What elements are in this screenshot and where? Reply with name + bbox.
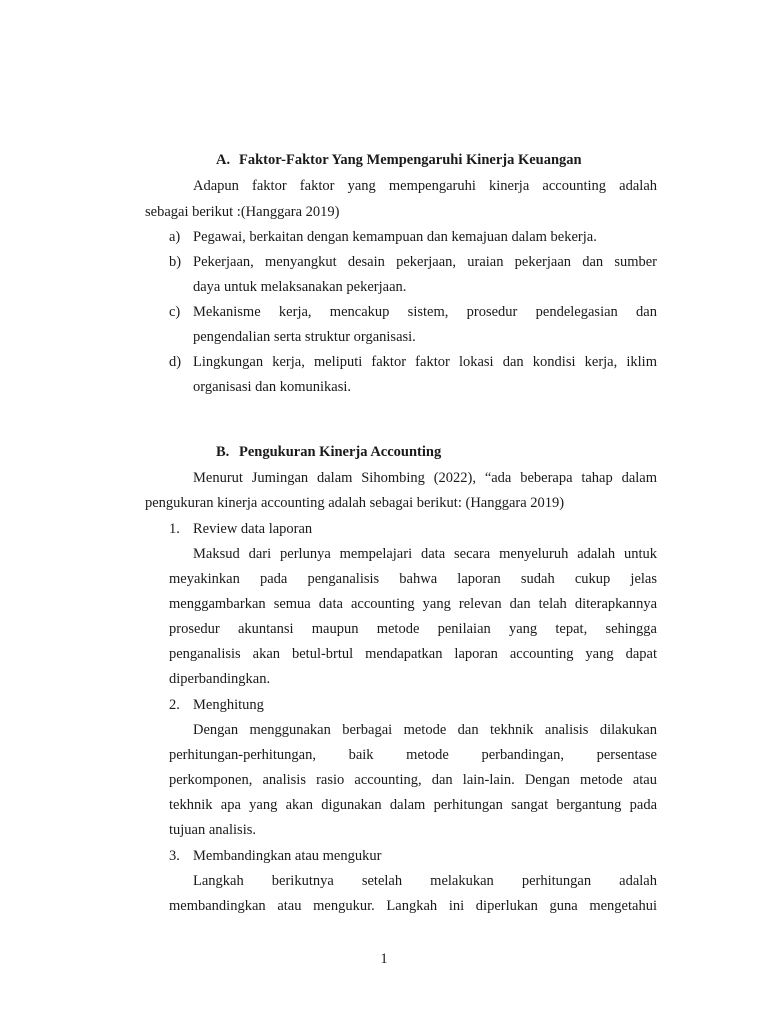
list-item-marker: a) [169,229,181,245]
step-marker: 2. [169,697,180,713]
step-paragraph-line: meyakinkan pada penganalisis bahwa laporan sudah cukup jelas [169,571,657,587]
step-marker: 1. [169,521,180,537]
list-item: Pegawai, berkaitan dengan kemampuan dan kemajuan dalam bekerja. [193,229,597,245]
step-paragraph-line: perkomponen, analisis rasio accounting, dan lain-lain. Dengan metode atau [169,772,657,788]
step-paragraph-line: diperbandingkan. [169,671,271,687]
page-number: 1 [380,951,388,967]
step-paragraph-line: Dengan menggunakan berbagai metode dan tekhnik analisis dilakukan [193,722,657,738]
step-title: Review data laporan [193,521,313,537]
list-item-marker: d) [169,354,182,370]
list-item-marker: c) [169,304,181,320]
list-item: Pekerjaan, menyangkut desain pekerjaan, uraian pekerjaan dan sumber [193,254,657,270]
section-b-intro-line-2: pengukuran kinerja accounting adalah sebagai berikut: (Hanggara 2019) [145,495,565,511]
step-paragraph-line: tujuan analisis. [169,822,256,838]
list-item-continuation: daya untuk melaksanakan pekerjaan. [193,279,407,295]
step-paragraph-line: menggambarkan semua data accounting yang relevan dan telah diterapkannya [169,596,657,612]
list-item-continuation: pengendalian serta struktur organisasi. [193,329,416,345]
section-b-title: Pengukuran Kinerja Accounting [239,444,442,460]
step-paragraph-line: perhitungan-perhitungan, baik metode perbandingan, persentase [169,747,657,763]
section-b-intro-line-1: Menurut Jumingan dalam Sihombing (2022), “ada beberapa tahap dalam [193,470,657,486]
section-a-intro-line-1: Adapun faktor faktor yang mempengaruhi kinerja accounting adalah [193,178,657,194]
section-a-title: Faktor-Faktor Yang Mempengaruhi Kinerja Keuangan [239,152,582,168]
list-item: Mekanisme kerja, mencakup sistem, prosedur pendelegasian dan [193,304,657,320]
step-paragraph-line: prosedur akuntansi maupun metode penilaian yang tepat, sehingga [169,621,657,637]
step-paragraph-line: tekhnik apa yang akan digunakan dalam perhitungan sangat bergantung pada [169,797,657,813]
section-a-heading [216,152,582,169]
step-paragraph-line: Langkah berikutnya setelah melakukan perhitungan adalah [193,873,657,889]
section-a-intro-line-2: sebagai berikut :(Hanggara 2019) [145,204,340,220]
section-a-marker: A. [216,152,231,168]
section-b-heading [216,444,441,461]
step-paragraph-line: membandingkan atau mengukur. Langkah ini diperlukan guna mengetahui [169,898,657,914]
step-title: Menghitung [193,697,264,713]
list-item: Lingkungan kerja, meliputi faktor faktor lokasi dan kondisi kerja, iklim [193,354,657,370]
step-marker: 3. [169,848,180,864]
section-b-marker: B. [216,444,230,460]
step-paragraph-line: penganalisis akan betul-brtul mendapatkan laporan accounting yang dapat [169,646,657,662]
step-title: Membandingkan atau mengukur [193,848,382,864]
step-paragraph-line: Maksud dari perlunya mempelajari data secara menyeluruh adalah untuk [193,546,657,562]
list-item-marker: b) [169,254,182,270]
list-item-continuation: organisasi dan komunikasi. [193,379,352,395]
